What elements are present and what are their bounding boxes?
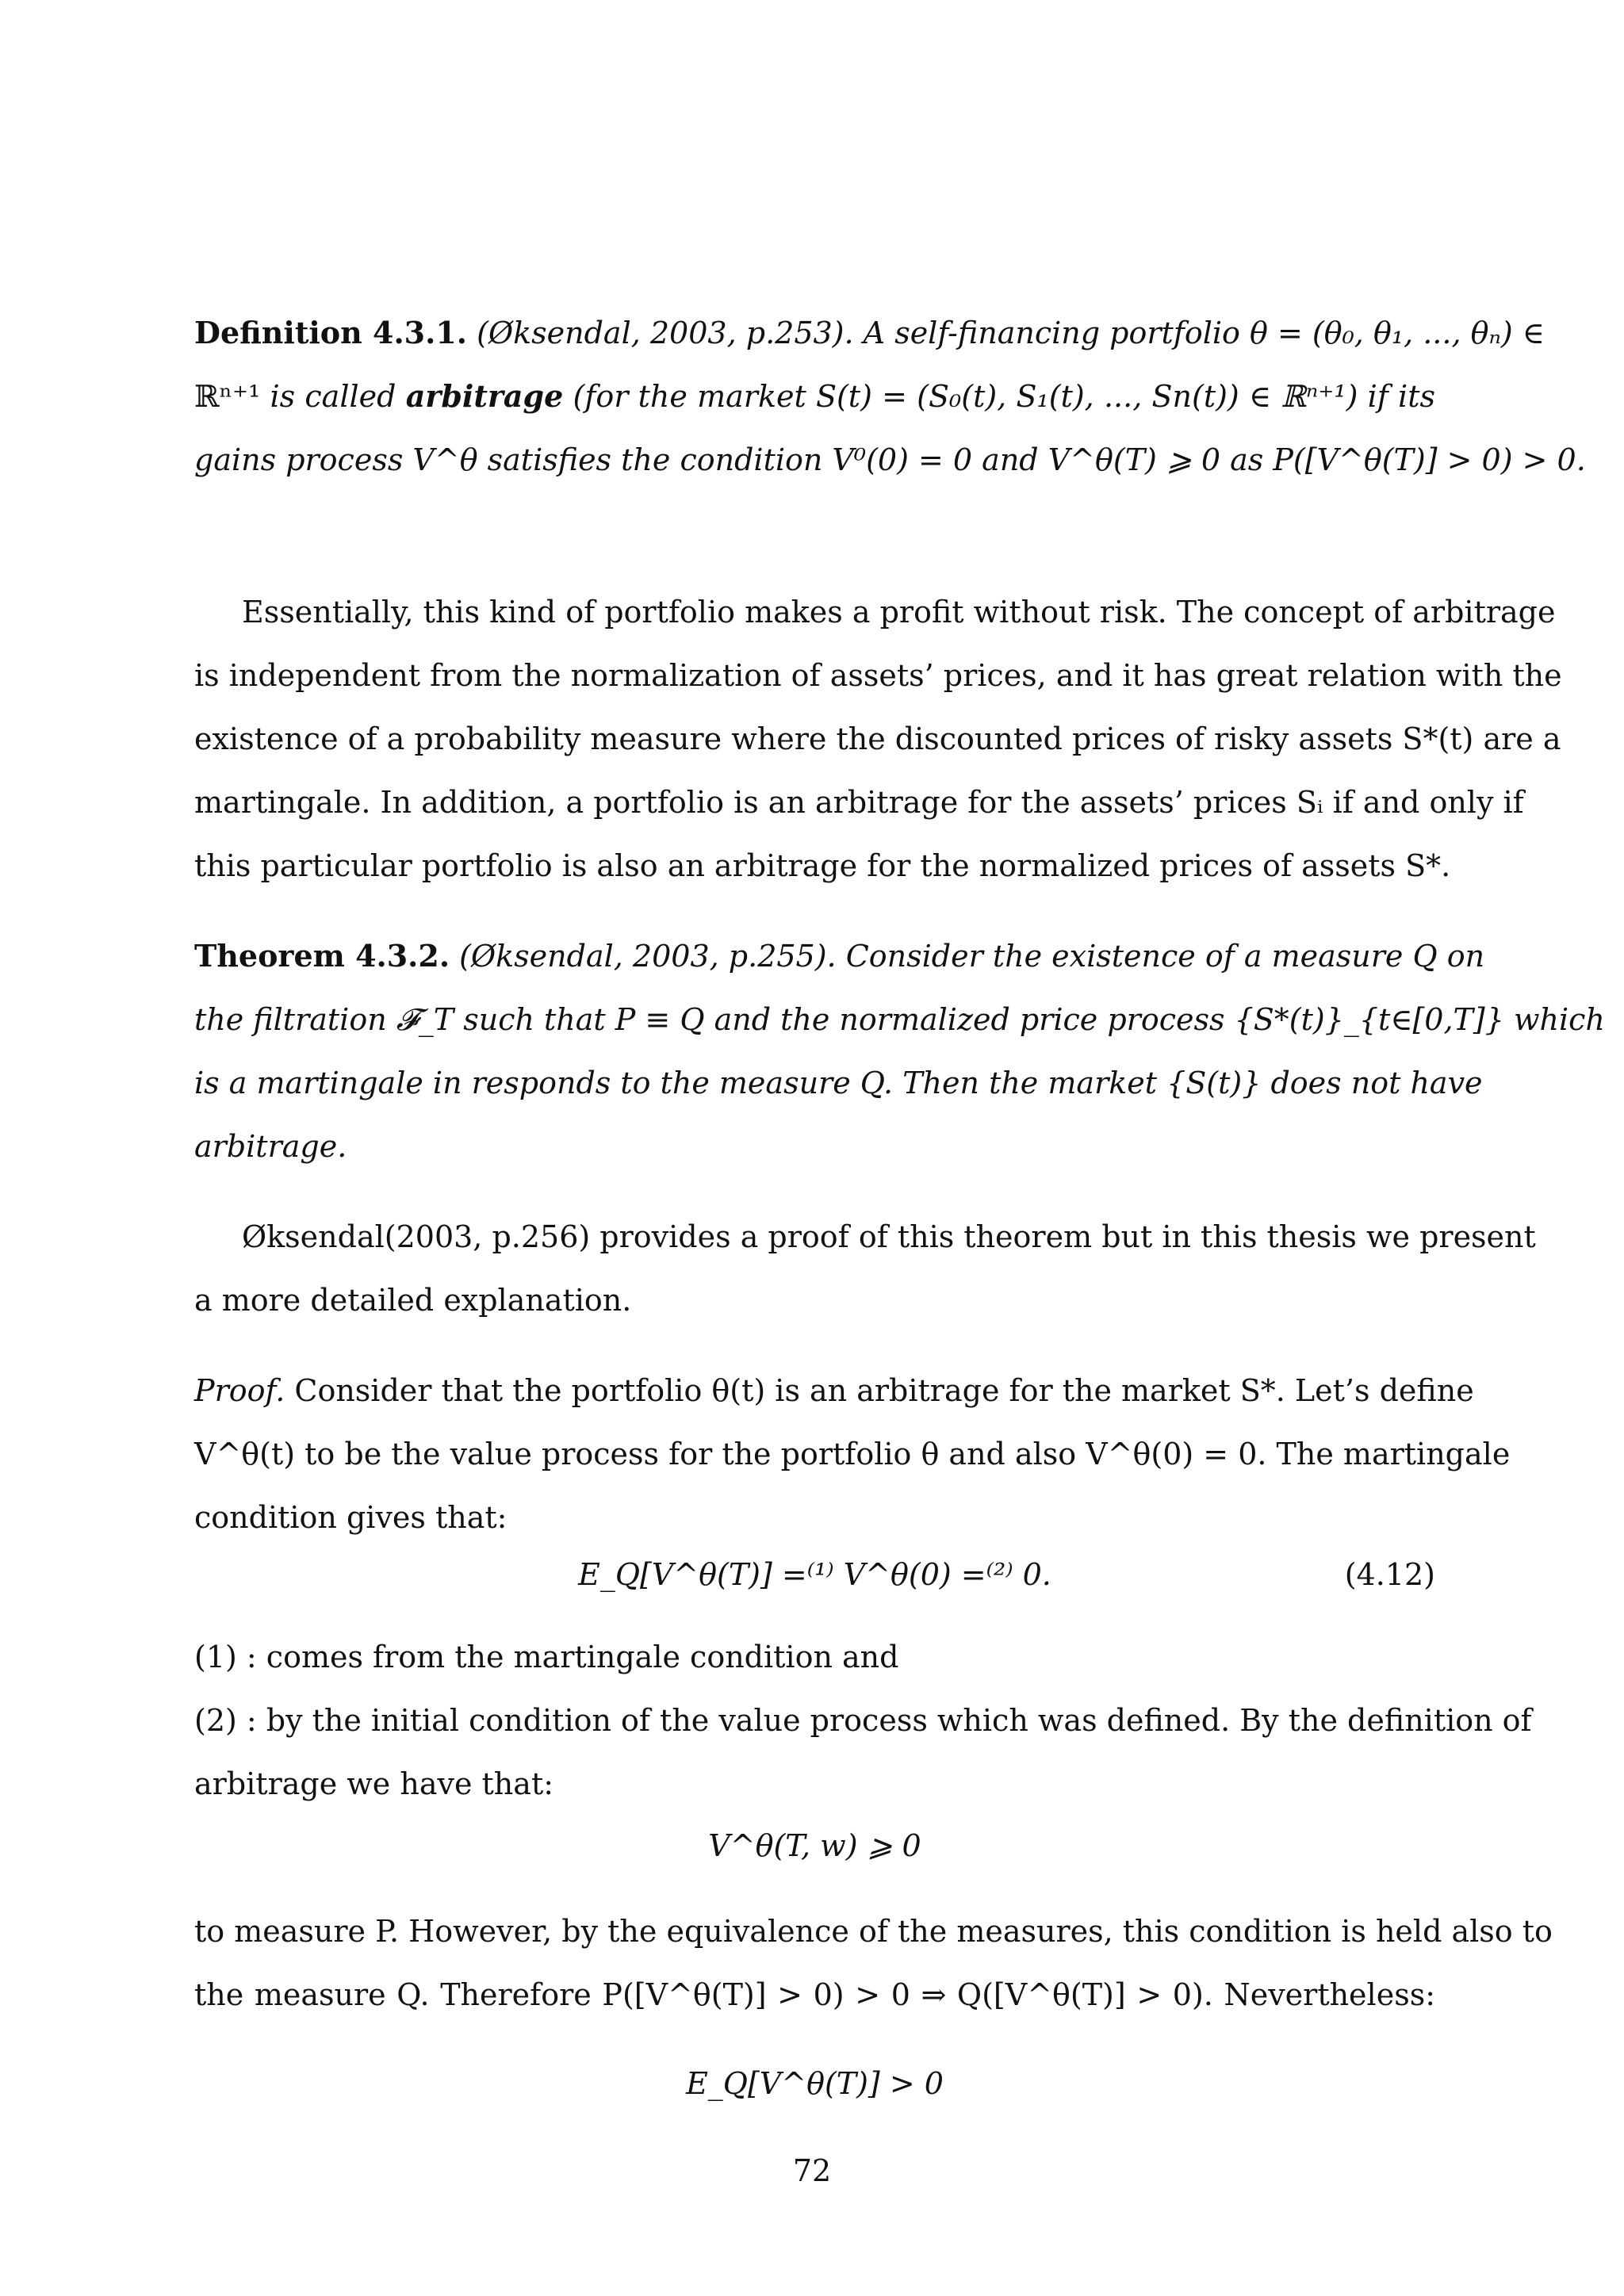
para1-line-2: is independent from the normalization of assets’ prices, and it has great relation with the: [194, 658, 1562, 693]
page-number: 72: [792, 2153, 832, 2188]
definition-text-2: (for the market S(t) = (S₀(t), S₁(t), ..., Sn(t)) ∈ ℝⁿ⁺¹) if its: [573, 379, 1435, 414]
para2-line-1: Øksendal(2003, p.256) provides a proof of this theorem but in this thesis we present: [242, 1219, 1536, 1254]
note-2-line-2: arbitrage we have that:: [194, 1766, 554, 1801]
proof-text-1: Consider that the portfolio θ(t) is an arbitrage for the market S*. Let’s define: [294, 1373, 1474, 1408]
equation-4-12: [194, 1556, 1435, 1594]
proof-after-line-2: the measure Q. Therefore P([V^θ(T)] > 0) > 0 ⇒ Q([V^θ(T)] > 0). Nevertheless:: [194, 1977, 1435, 2012]
proof-line-2: V^θ(t) to be the value process for the portfolio θ and also V^θ(0) = 0. The martingale: [194, 1437, 1511, 1471]
equation-value-nonneg: V^θ(T, w) ⩾ 0: [708, 1828, 921, 1863]
proof-after-line-1: to measure P. However, by the equivalence of the measures, this condition is held also to: [194, 1914, 1553, 1949]
para1-line-4: martingale. In addition, a portfolio is an arbitrage for the assets’ prices Sᵢ if and only if: [194, 785, 1524, 820]
para1-line-5: this particular portfolio is also an arbitrage for the normalized prices of assets S*.: [194, 848, 1451, 883]
definition-text-1: (Øksendal, 2003, p.253). A self-financing portfolio θ = (θ₀, θ₁, ..., θₙ) ∈: [477, 316, 1545, 350]
theorem-line-1: [194, 937, 1485, 975]
proof-label: Proof.: [194, 1373, 285, 1408]
equation-expectation-positive: E_Q[V^θ(T)] > 0: [686, 2066, 944, 2101]
para1-line-1: Essentially, this kind of portfolio makes a profit without risk. The concept of arbitrage: [242, 595, 1556, 629]
note-1: (1) : comes from the martingale condition and: [194, 1640, 899, 1674]
theorem-label: Theorem 4.3.2.: [194, 938, 450, 974]
definition-called: is called: [270, 379, 396, 414]
definition-line-3: gains process V^θ satisfies the condition V⁰(0) = 0 and V^θ(T) ⩾ 0 as P([V^θ(T)] > 0) > 0.: [194, 442, 1586, 477]
definition-line-1: [194, 314, 1545, 352]
theorem-line-2: the filtration 𝓕_T such that P ≡ Q and the normalized price process {S*(t)}_{t∈[0,T]} which: [194, 1002, 1605, 1037]
definition-term-arbitrage: arbitrage: [405, 378, 564, 414]
theorem-text-1: (Øksendal, 2003, p.255). Consider the existence of a measure Q on: [459, 939, 1485, 974]
definition-label: Definition 4.3.1.: [194, 315, 468, 350]
definition-line-2: [194, 377, 1435, 415]
note-2-line-1: (2) : by the initial condition of the value process which was defined. By the definition of: [194, 1703, 1532, 1738]
definition-rn1: ℝⁿ⁺¹: [194, 379, 261, 414]
para1-line-3: existence of a probability measure where the discounted prices of risky assets S*(t) are a: [194, 721, 1561, 756]
theorem-line-3: is a martingale in responds to the measure Q. Then the market {S(t)} does not have: [194, 1066, 1483, 1100]
equation-4-12-body: E_Q[V^θ(T)] =⁽¹⁾ V^θ(0) =⁽²⁾ 0.: [578, 1557, 1051, 1592]
proof-line-1: [194, 1372, 1474, 1410]
para2-line-2: a more detailed explanation.: [194, 1283, 632, 1318]
theorem-line-4: arbitrage.: [194, 1129, 347, 1164]
proof-line-3: condition gives that:: [194, 1500, 508, 1535]
equation-number: (4.12): [1344, 1557, 1435, 1592]
